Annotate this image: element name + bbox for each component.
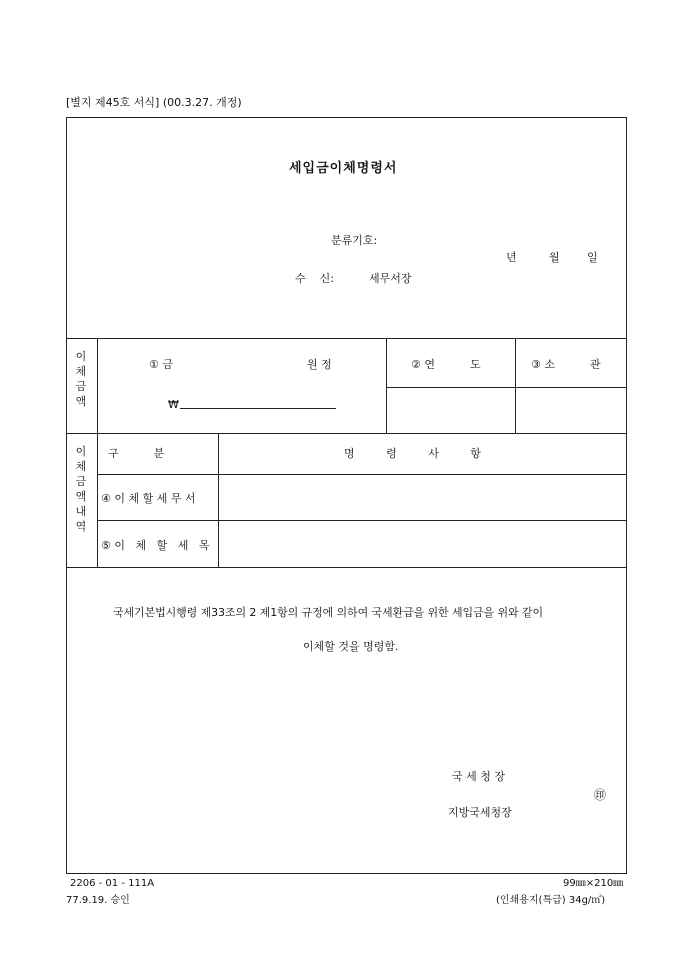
form-title: 세입금이체명령서 [289,161,398,176]
amount-col-divider-1 [386,338,387,433]
office-label: ③ 소 관 [531,358,601,371]
divider-amount-top [66,338,627,339]
body-text-line1: 국세기본법시행령 제33조의 2 제1항의 규정에 의하여 국세환급을 위한 세입금을 위와 같이 [113,606,543,619]
footer-approval: 77.9.19. 승인 [66,895,130,906]
order-header: 명 령 사 항 [344,447,481,460]
date-month-label: 월 [549,251,560,264]
currency-symbol: ₩ [168,398,179,411]
side-column-divider [97,338,98,567]
transfer-office-label: ④ 이 체 할 세 무 서 [101,492,196,505]
transfer-office-input[interactable] [219,475,626,519]
transfer-tax-input[interactable] [219,521,626,566]
body-text-line2: 이체할 것을 명령함. [303,640,399,653]
recipient-label: 수 신: [295,272,334,285]
divider-body-top [66,567,627,568]
amount-subrow-divider [386,387,627,388]
seal-icon: ㊞ [594,788,607,802]
amount-unit-label: 원 정 [307,358,332,371]
recipient-value: 세무서장 [369,272,412,285]
category-header: 구 분 [108,447,165,460]
signature-commissioner: 국 세 청 장 [452,770,505,783]
amount-label: ① 금 [149,358,173,371]
signature-regional: 지방국세청장 [448,806,512,819]
form-reference: [별지 제45호 서식] (00.3.27. 개정) [66,96,242,109]
classification-label: 분류기호: [331,234,378,247]
date-day-label: 일 [587,251,598,264]
detail-side-label: 이 체 금 액 내 역 [75,445,87,533]
transfer-tax-label: ⑤ 이 체 할 세 목 [101,539,210,552]
footer-form-code: 2206 - 01 - 111A [70,878,155,889]
date-year-label: 년 [506,251,517,264]
amount-input-line[interactable] [180,408,336,409]
footer-size: 99㎜×210㎜ [563,878,624,889]
amount-side-label: 이 체 금 액 [75,350,87,408]
footer-paper: (인쇄용지(특급) 34g/㎡) [496,895,606,906]
year-label: ② 연 도 [411,358,481,371]
divider-detail-top [66,433,627,434]
amount-col-divider-2 [515,338,516,433]
